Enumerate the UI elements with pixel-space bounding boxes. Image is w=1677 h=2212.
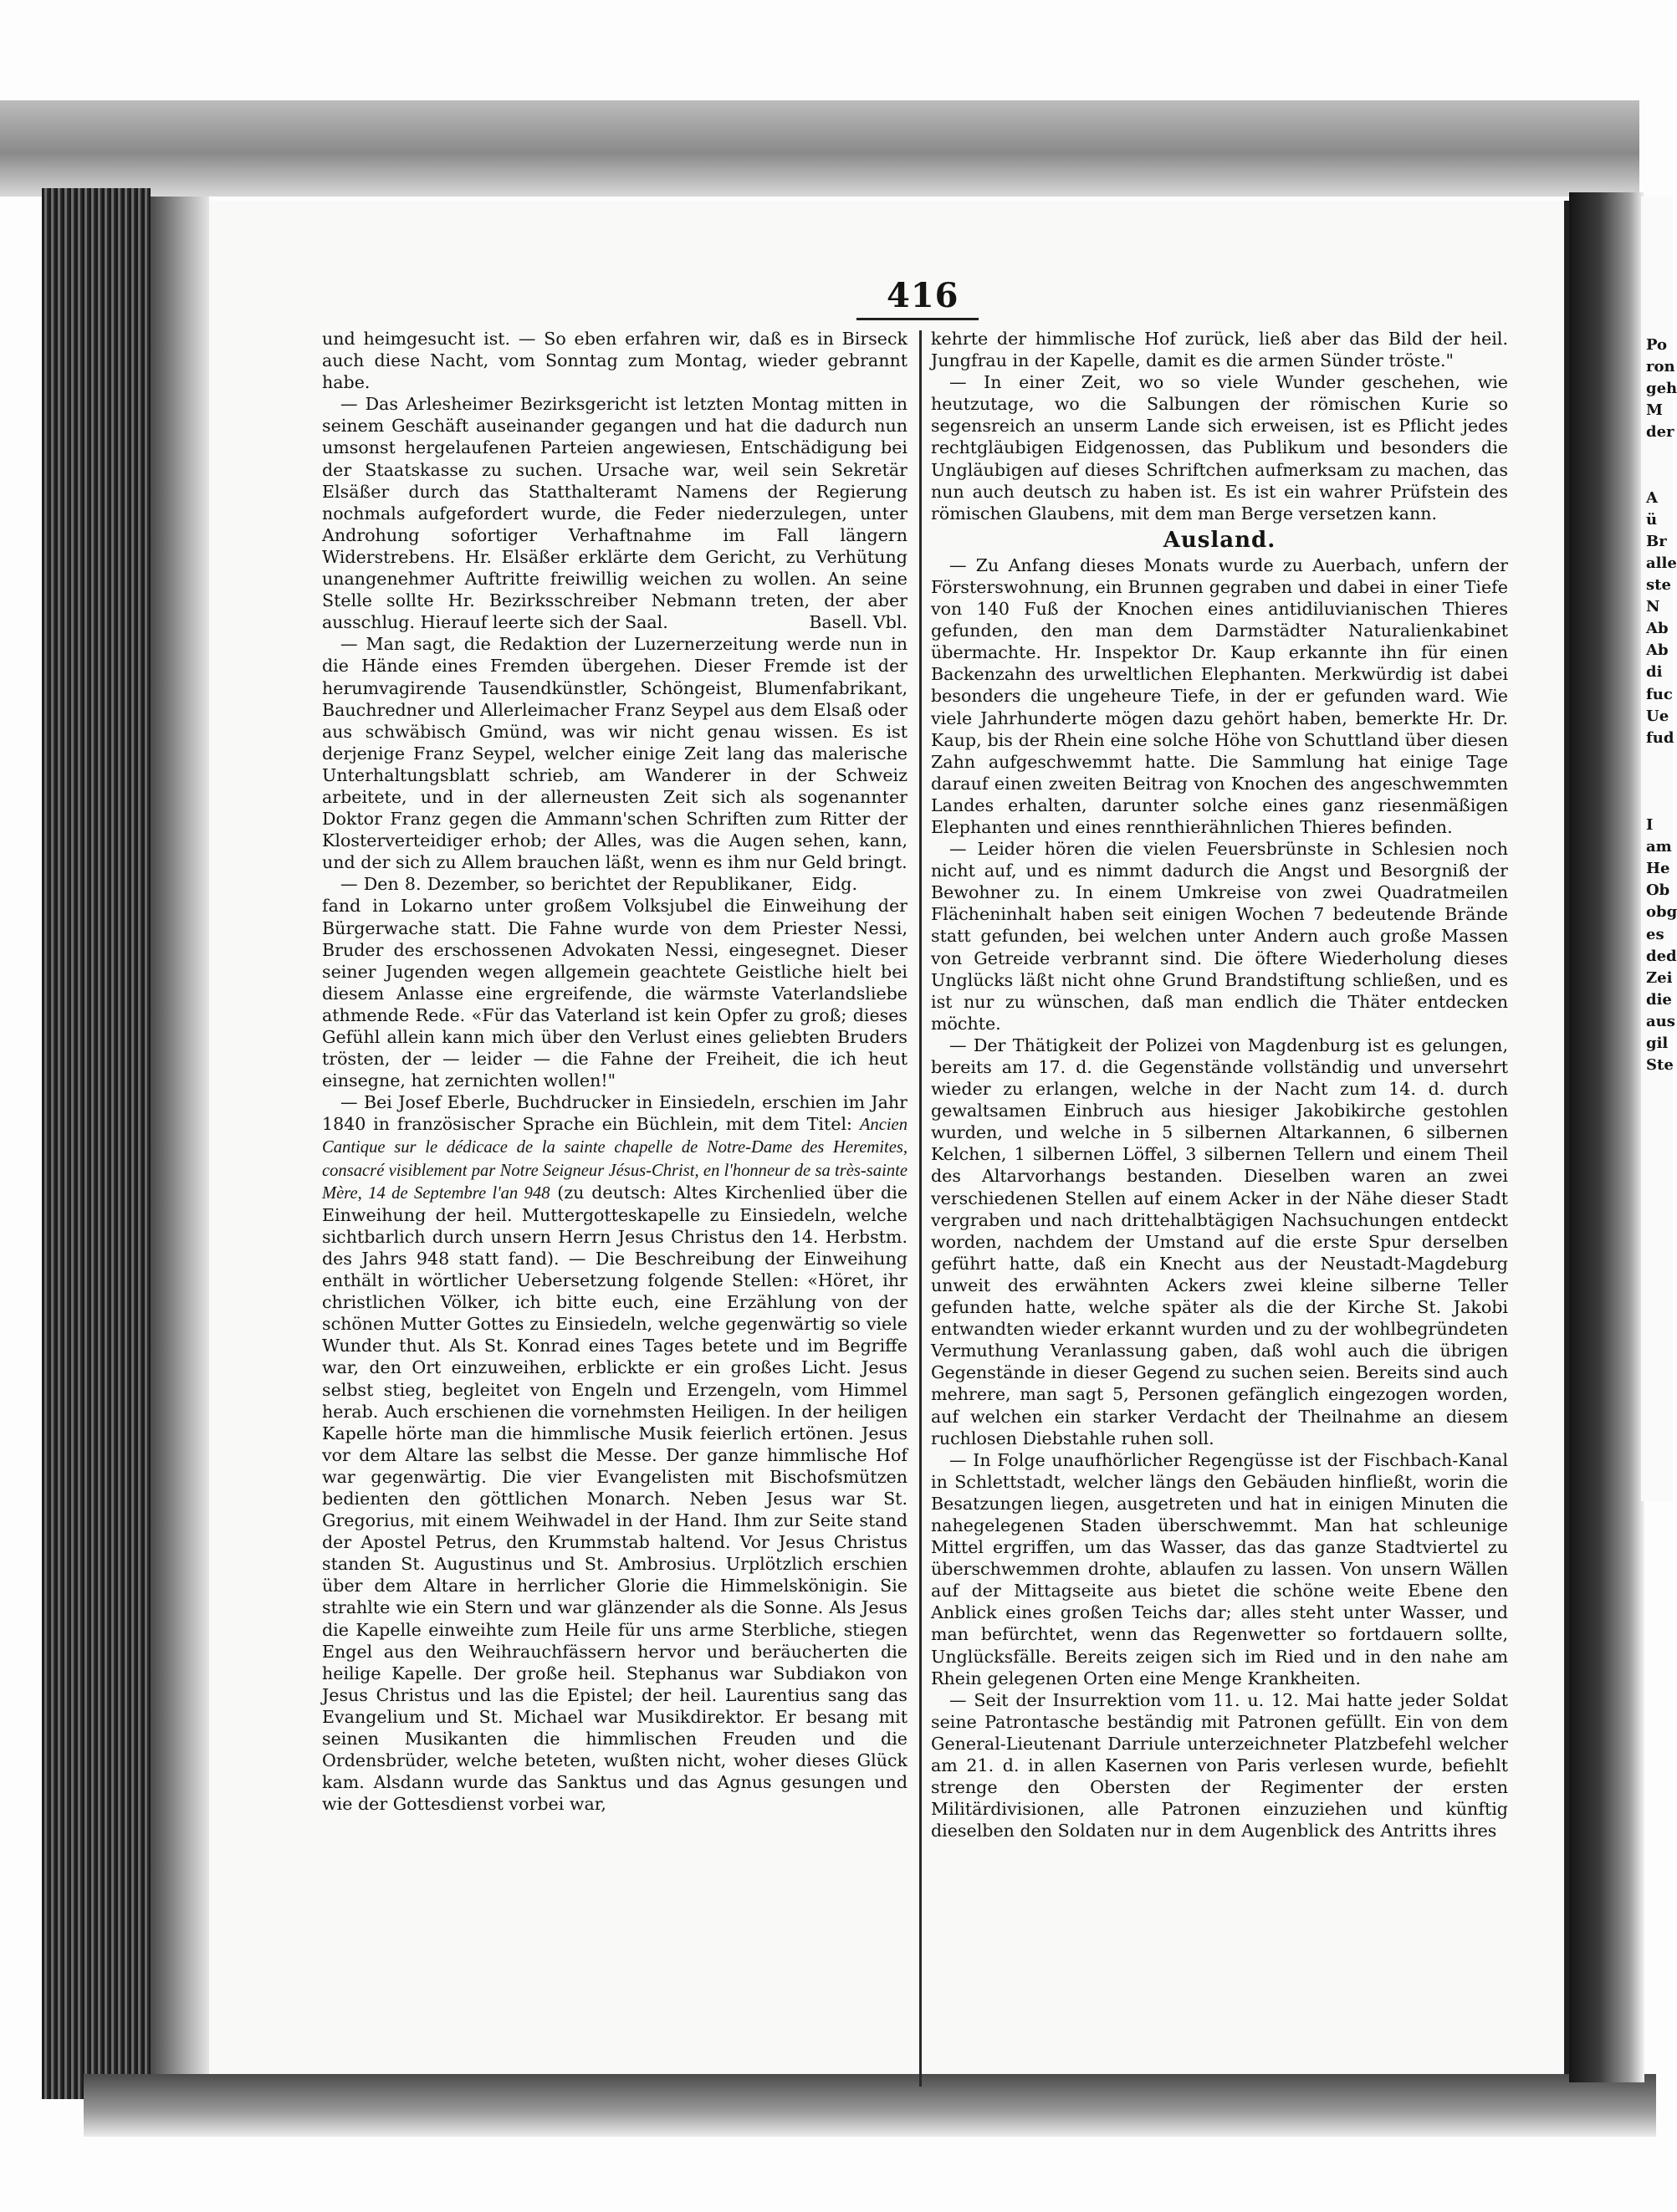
article-paragraph: — Den 8. Dezember, so berichtet der Republikaner, fand in Lokarno unter großem Volksjubel die Einweihung der Bürgerwache statt. Die Fahne wurde von dem Priester Nessi, Bruder des erschossenen Advokaten Nessi, eingesegnet. Dieser seiner Jugenden wegen allgemein geachtete Geistliche hielt bei diesem Anlasse eine ergreifende, die wärmste Vaterlandsliebe athmende Rede. «Für das Vaterland ist kein Opfer zu groß; dieses Gefühl allein kann mich über den Verlust eines geliebten Bruders trösten, der — leider — die Fahne der Freiheit, die ich heut einsegne, hat zernichten wollen!" (322, 874, 908, 1091)
article-paragraph (322, 393, 908, 633)
next-page-line: Ob (1646, 881, 1670, 900)
article-paragraph: — Leider hören die vielen Feuersbrünste in Schlesien noch nicht auf, und es nimmt dadurch die Angst und Besorgniß der Bewohner zu. In einem Umkreise von zwei Quadratmeilen Flächeninhalt haben seit einigen Wochen 7 bedeutende Brände statt gefunden, bei welchen unter Andern auch große Massen von Getreide verbrannt sind. Die öftere Wiederholung dieses Unglücks läßt nicht ohne Grund Brandstiftung schließen, und es ist nur zu wünschen, daß man endlich die Thäter entdecken möchte. (931, 839, 1508, 1034)
next-page-line: Br (1646, 532, 1667, 550)
next-page-line: Ste (1646, 1056, 1674, 1075)
article-paragraph (322, 633, 908, 895)
article-paragraph: und heimgesucht ist. — So eben erfahren wir, daß es in Birseck auch diese Nacht, vom Sonntag zum Montag, wieder gebrannt habe. (322, 329, 908, 393)
scan-top-shadow (0, 100, 1639, 197)
column-divider (919, 330, 922, 2087)
next-page-line (1646, 771, 1673, 793)
next-page-line (1646, 466, 1673, 488)
next-page-line (1646, 443, 1673, 465)
next-page-line: ron (1646, 358, 1675, 376)
next-page-line: ded (1646, 947, 1677, 965)
next-page-line: Ab (1646, 620, 1669, 638)
article-paragraph: — Seit der Insurrektion vom 11. u. 12. Mai hatte jeder Soldat seine Patrontasche beständig mit Patronen gefüllt. Ein von dem General-Lieutenant Darriule unterzeichneter Platzbefehl welcher am 21. d. in allen Kasernen von Paris verlesen wurde, befiehlt strenge den Obersten der Regimenter der ersten Militärdivisionen, alle Patronen einzuziehen und künftig dieselben den Soldaten nur in dem Augenblick des Antritts ihres (931, 1689, 1508, 1842)
right-column (931, 328, 1508, 1842)
article-text: — Bei Josef Eberle, Buchdrucker in Einsiedeln, erschien im Jahr 1840 in französischer Sprache ein Büchlein, mit dem Titel: (322, 1092, 908, 1135)
next-page-line: aus (1646, 1012, 1675, 1030)
next-page-line: He (1646, 860, 1670, 878)
article-paragraph: — In einer Zeit, wo so viele Wunder geschehen, wie heutzutage, wo die Salbungen der römischen Kurie so segensreich an unserm Lande sich erweisen, ist es Pflicht jedes rechtgläubigen Eidgenossen, das Publikum und besonders die Ungläubigen auf dieses Schriftchen aufmerksam zu machen, das nun auch deutsch zu haben ist. Es ist ein wahrer Prüfstein des römischen Glaubens, mit dem man Berge versetzen kann. (931, 372, 1508, 524)
next-page-line: obg (1646, 903, 1677, 922)
article-paragraph: kehrte der himmlische Hof zurück, ließ aber das Bild der heil. Jungfrau in der Kapelle, damit es die armen Sünder tröste." (931, 329, 1508, 371)
next-page-line: M (1646, 401, 1663, 420)
article-text: (zu deutsch: Altes Kirchenlied über die Einweihung der heil. Muttergotteskapelle zu Einsiedeln, welche sichtbarlich durch unsern Herrn Jesus Christus den 14. Herbstm. des Jahrs 948 statt fand). — Die Beschreibung der Einweihung enthält in wörtlicher Uebersetzung folgende Stellen: «Höret, ihr christlichen Völker, ich bitte euch, eine Erzählung von der schönen Mutter Gottes zu Einsiedeln, welche gegenwärtig so viele Wunder thut. Als St. Konrad eines Tages betete und im Begriffe war, den Ort einzuweihen, erblickte er ein großes Licht. Jesus selbst stieg, begleitet von Engeln und Erzengeln, vom Himmel herab. Auch erschienen die vornehmsten Heiligen. In der heiligen Kapelle hörte man die himmlische Musik feierlich ertönen. Jesus vor dem Altare las selbst die Messe. Der ganze himmlische Hof war gegenwärtig. Die vier Evangelisten mit Bischofsmützen bedienten den göttlichen Monarch. Neben Jesus war St. Gregorius, mit einem Weihwadel in der Hand. Ihm zur Seite stand der Apostel Petrus, den Krummstab haltend. Vor Jesus Christus standen St. Augustinus und St. Ambrosius. Urplötzlich erschien über dem Altare in herrlicher Glorie die Himmelskönigin. Sie strahlte wie ein Stern und war glänzender als die Sonne. Als Jesus die Kapelle einweihte zum Heile für uns arme Sterbliche, stiegen Engel aus den Weihrauchfässern hervor und beräucherten die heilige Kapelle. Der große heil. Stephanus war Subdiakon von Jesus Christus und las die Epistel; der heil. Laurentius sang das Evangelium und St. Michael war Musikdirektor. Er besang mit seinen Musikanten die himmlischen Freuden und die Ordensbrüder, welche beteten, wußten nicht, woher dieses Glück kam. Alsdann wurde das Sanktus und das Agnus gesungen und wie der Gottesdienst vorbei war, (322, 1182, 908, 1815)
next-page-line: A (1646, 488, 1658, 507)
next-page-line: di (1646, 663, 1663, 682)
next-page-line: I (1646, 816, 1654, 835)
page-number-rule (856, 318, 979, 320)
next-page-line: Zei (1646, 968, 1673, 987)
next-page-line: die (1646, 990, 1672, 1009)
next-page-line: am (1646, 838, 1672, 856)
article-paragraph (322, 1091, 908, 1815)
french-title: Ancien Cantique sur le dédicace de la sainte chapelle de Notre-Dame des Heremites, consacré visiblement par Notre Seigneur Jésus-Christ, en l'honneur de sa très-sainte Mère, 14 de Septembre l'an 948 (322, 1116, 908, 1203)
next-page-line: gil (1646, 1034, 1669, 1052)
article-source: Eidg. (811, 874, 857, 895)
next-page-line (1646, 793, 1673, 815)
scan-bottom-shadow (84, 2074, 1656, 2137)
next-page-fragment (1646, 335, 1677, 1076)
next-page-line: ü (1646, 510, 1658, 529)
next-page-line (1646, 749, 1673, 771)
next-page-line: es (1646, 925, 1664, 943)
article-paragraph: — In Folge unaufhörlicher Regengüsse ist der Fischbach-Kanal in Schlettstadt, welcher längs den Gebäuden hinfließt, worin die Besatzungen liegen, ausgetreten und hat in einigen Minuten die nahegelegenen Staden überschwemmt. Man hat schleunige Mittel ergriffen, um das Wasser, das das ganze Stadtviertel zu überschwemmen drohte, ablaufen zu lassen. Von unsern Wällen auf der Mittagseite aus bietet die schöne weite Ebene den Anblick eines großen Teichs dar; alles steht unter Wasser, und man befürchtet, wenn das Regenwetter so fortdauern sollte, Unglücksfälle. Bereits zeigen sich im Ried und in den nahe am Rhein gelegenen Orten eine Menge Krankheiten. (931, 1449, 1508, 1688)
next-page-line: N (1646, 598, 1660, 616)
next-page-line: der (1646, 423, 1674, 442)
next-page-line: Ab (1646, 641, 1669, 660)
article-paragraph: — Zu Anfang dieses Monats wurde zu Auerbach, unfern der Försterswohnung, ein Brunnen gegraben und dabei in einer Tiefe von 140 Fuß der Knochen eines antidiluvianischen Thieres gefunden, den man dem Darmstädter Naturalienkabinet übermachte. Hr. Inspektor Dr. Kaup erkannte ihn für einen Backenzahn des urweltlichen Elephanten. Merkwürdig ist dabei besonders die ungeheure Tiefe, in der er gefunden ward. Wie viele Jahrhunderte mögen dazu gehört haben, bemerkte Hr. Dr. Kaup, bis der Rhein eine solche Höhe von Schuttland über diesen Zahn aufgeschwemmt hatte. Die Sammlung hat einige Tage darauf einen zweiten Beitrag von Knochen des angeschwemmten Landes erhalten, darunter solche eines ganz riesenmäßigen Elephanten und eines rennthierähnlichen Thieres befinden. (931, 554, 1508, 837)
page-number: 416 (887, 276, 959, 315)
left-column (322, 328, 908, 1815)
section-heading: Ausland. (1163, 527, 1276, 553)
next-page-line: fuc (1646, 685, 1673, 703)
article-paragraph: — Der Thätigkeit der Polizei von Magdenburg ist es gelungen, bereits am 17. d. die Gegenstände vollständig und unversehrt wieder zu erlangen, welche in der Nacht zum 14. d. durch gewaltsamen Einbruch aus hiesiger Jakobikirche gestohlen wurden, und welche in 5 silbernen Altarkannen, 6 silbernen Kelchen, 1 silbernen Löffel, 3 silbernen Tellern und einem Theil des Altarvorhangs bestanden. Dieselben waren an zwei verschiedenen Stellen auf einem Acker in der Nähe dieser Stadt vergraben und nach drittehalbtägigen Nachsuchungen entdeckt worden, nachdem der Umstand auf die erste Spur derselben geführt hatte, daß ein Knecht aus der Neustadt-Magdeburg unweit des erwähnten Ackers zwei kleine silberne Teller gefunden hatte, welche später als die der Kirche St. Jakobi entwandten wieder erkannt wurden und zu der wohlbegründeten Vermuthung Veranlassung gaben, daß wohl auch die übrigen Gegenstände in dieser Gegend zu suchen seien. Bereits sind auch mehrere, man sagt 5, Personen gefänglich eingezogen worden, auf welchen ein starker Verdacht der Theilnahme an diesem ruchlosen Diebstahle ruhen soll. (931, 1034, 1508, 1448)
article-text: — Man sagt, die Redaktion der Luzernerzeitung werde nun in die Hände eines Fremden übergehen. Dieser Fremde ist der herumvagirende Tausendkünstler, Schöngeist, Blumenfabrikant, Bauchredner und Allerleimacher Franz Seypel aus dem Elsaß oder aus schwäbisch Gmünd, was wir nicht genau wissen. Es ist derjenige Franz Seypel, welcher einige Zeit lang das malerische Unterhaltungsblatt schrieb, am Wanderer in der Schweiz arbeitete, und in der allerneusten Zeit sich als sogenannter Doktor Franz gegen die Ammann'schen Schriften zum Ritter der Klosterverteidiger erhob; der Alles, was die Augen sehen, kann, und der sich zu Allem brauchen läßt, wenn es ihm nur Geld bringt. (322, 634, 908, 873)
book-spine-shadow (1569, 192, 1644, 2082)
article-source: Basell. Vbl. (809, 612, 908, 633)
book-gutter-shadow (151, 197, 209, 2095)
next-page-line: Ue (1646, 707, 1669, 725)
next-page-line: fud (1646, 728, 1674, 747)
article-text: — Das Arlesheimer Bezirksgericht ist letzten Montag mitten in seinem Geschäft auseinander gegangen und hat die dadurch nun umsonst hergelaufenen Parteien angewiesen, Entschädigung bei der Staatskasse zu suchen. Ursache war, weil sein Sekretär Elsäßer durch das Statthalteramt Namens der Regierung nochmals aufgefordert wurde, die Feder niederzulegen, unter Androhung sofortiger Verhaftnahme im Fall längern Widerstrebens. Hr. Elsäßer erklärte dem Gericht, zu Verhütung unangenehmer Auftritte freiwillig weichen zu wollen. An seine Stelle sollte Hr. Bezirksschreiber Nebmann treten, der aber ausschlug. Hierauf leerte sich der Saal. (322, 394, 908, 633)
book-page-edges (42, 188, 151, 2099)
next-page-line: geh (1646, 380, 1677, 398)
next-page-line: Po (1646, 336, 1668, 354)
next-page-line: alle (1646, 554, 1677, 572)
next-page-line: ste (1646, 576, 1671, 595)
